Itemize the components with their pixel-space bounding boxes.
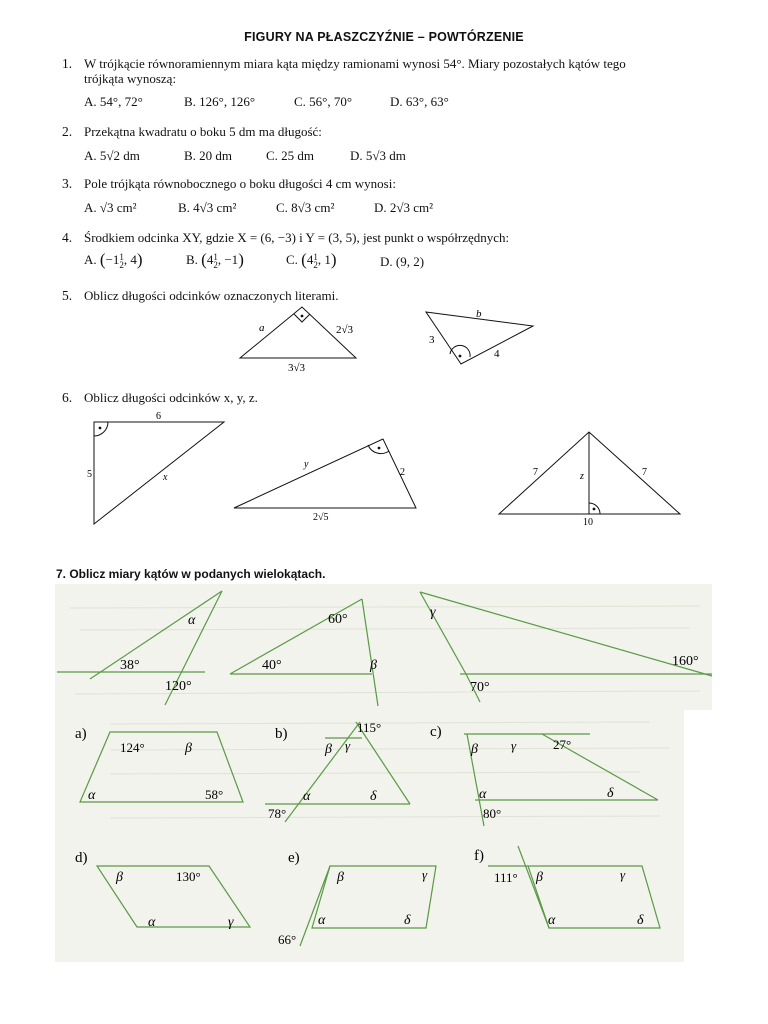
answer-value: −1 (105, 252, 120, 267)
question-number: 6. (62, 390, 73, 405)
angle-alpha: α (88, 788, 96, 803)
answer-c[interactable]: C. 8√3 cm² (276, 200, 335, 215)
answer-a[interactable]: A. √3 cm² (84, 200, 137, 215)
angle-alpha: α (148, 915, 156, 930)
angle-alpha: α (303, 789, 311, 804)
question-number: 5. (62, 288, 73, 303)
label-6: 6 (156, 411, 161, 422)
angle-124: 124° (120, 740, 145, 755)
angle-beta: β (185, 741, 192, 756)
question-number: 2. (62, 124, 73, 139)
angle-delta: δ (404, 913, 411, 928)
answer-d[interactable]: D. 5√3 dm (350, 148, 406, 163)
question-text: Oblicz długości odcinków x, y, z. (84, 390, 258, 405)
label-2: 2 (400, 467, 405, 478)
angle-beta: β (370, 658, 377, 673)
angle-80: 80° (483, 806, 502, 821)
label-4: 4 (494, 348, 500, 360)
label-f: f) (474, 848, 484, 864)
angle-beta: β (337, 870, 344, 885)
label-z: z (580, 471, 584, 482)
answer-c[interactable]: C. 56°, 70° (294, 94, 353, 109)
label-x: x (163, 472, 168, 483)
angle-78: 78° (268, 806, 287, 821)
angle-gamma: γ (228, 915, 234, 930)
q7-scan (0, 578, 768, 968)
answer-a[interactable]: A. 54°, 72° (84, 94, 143, 109)
angle-beta: β (536, 870, 543, 885)
label-5: 5 (87, 469, 92, 480)
angle-130: 130° (176, 869, 201, 884)
angle-115: 115° (357, 720, 382, 735)
q5-figures (0, 300, 768, 380)
q6-figures (0, 405, 768, 530)
angle-alpha: α (188, 613, 196, 628)
answer-b[interactable]: B. 4√3 cm² (178, 200, 237, 215)
question-number: 3. (62, 176, 73, 191)
angle-gamma: γ (345, 738, 351, 753)
question-text (84, 56, 724, 86)
answer-a[interactable]: A. 5√2 dm (84, 148, 140, 163)
question-number: 1. (62, 56, 73, 71)
label-3: 3 (429, 334, 435, 346)
label-y: y (304, 459, 309, 470)
angle-66: 66° (278, 932, 297, 947)
question-text-line: trójkąta wynoszą: (84, 71, 177, 86)
label-7-right: 7 (642, 467, 647, 478)
q6-triangle-2 (234, 439, 416, 508)
angle-gamma: γ (430, 605, 436, 620)
question-text-line: W trójkącie równoramiennym miara kąta między ramionami wynosi 54°. Miary pozostałych kątów tego (84, 56, 626, 71)
angle-111: 111° (494, 870, 518, 885)
answer-letter: C. (286, 252, 298, 267)
question-text: Oblicz długości odcinków oznaczonych literami. (84, 288, 339, 303)
label-b: b (476, 308, 482, 320)
answer-value: 4 (306, 252, 314, 267)
label-d: d) (75, 850, 88, 866)
fraction: 1 2 (313, 252, 318, 271)
angle-beta: β (471, 742, 478, 757)
angle-gamma: γ (620, 867, 626, 882)
angle-beta: β (325, 742, 332, 757)
label-e: e) (288, 850, 300, 866)
angle-58: 58° (205, 787, 224, 802)
angle-beta: β (116, 870, 123, 885)
page-title: FIGURY NA PŁASZCZYŹNIE – POWTÓRZENIE (244, 30, 524, 44)
label-10: 10 (583, 517, 593, 528)
question-text: Środkiem odcinka XY, gdzie X = (6, −3) i Y = (3, 5), jest punkt o współrzędnych: (84, 230, 510, 245)
angle-gamma: γ (422, 867, 428, 882)
angle-60: 60° (328, 612, 348, 627)
label-b: b) (275, 726, 288, 742)
question-text: Pole trójkąta równobocznego o boku długości 4 cm wynosi: (84, 176, 396, 191)
angle-alpha: α (479, 787, 487, 802)
q6-triangle-3 (499, 432, 680, 514)
answer-d[interactable]: D. 63°, 63° (390, 94, 449, 109)
question-text: Przekątna kwadratu o boku 5 dm ma długość: (84, 124, 322, 139)
fraction: 1 2 (213, 252, 218, 271)
angle-alpha: α (318, 913, 326, 928)
angle-alpha: α (548, 913, 556, 928)
question-number: 4. (62, 230, 73, 245)
answer-value: , 4 (123, 252, 137, 267)
answer-letter: A. (84, 252, 97, 267)
label-a: a (259, 322, 265, 334)
angle-70: 70° (470, 680, 490, 695)
answer-d[interactable]: D. (9, 2) (380, 254, 425, 269)
answer-b[interactable]: B. 20 dm (184, 148, 233, 163)
q6-triangle-1 (94, 422, 224, 524)
angle-40: 40° (262, 658, 282, 673)
fraction: 1 2 (119, 252, 124, 271)
answer-c[interactable]: C. (41 2, 1) (286, 250, 337, 271)
answer-c[interactable]: C. 25 dm (266, 148, 315, 163)
answer-value: , 1 (317, 252, 331, 267)
answer-letter: B. (186, 252, 198, 267)
question-7-title: 7. Oblicz miary kątów w podanych wielokątach. (56, 567, 326, 581)
angle-160: 160° (672, 654, 699, 669)
label-7-left: 7 (533, 467, 538, 478)
answer-b[interactable]: B. (41 2, −1) (186, 250, 244, 271)
answer-b[interactable]: B. 126°, 126° (184, 94, 256, 109)
label-2sqrt5: 2√5 (313, 512, 329, 523)
angle-27: 27° (553, 737, 572, 752)
label-c: c) (430, 724, 442, 740)
angle-120: 120° (165, 679, 192, 694)
angle-delta: δ (370, 789, 377, 804)
angle-delta: δ (637, 913, 644, 928)
answer-value: , −1 (217, 252, 239, 267)
angle-gamma: γ (511, 738, 517, 753)
label-side: 2√3 (336, 324, 354, 336)
label-base: 3√3 (288, 362, 306, 374)
answer-a[interactable]: A. (−11 2, 4) (84, 250, 143, 271)
label-a: a) (75, 726, 87, 742)
answer-d[interactable]: D. 2√3 cm² (374, 200, 434, 215)
angle-38: 38° (120, 658, 140, 673)
answer-value: 4 (206, 252, 214, 267)
angle-delta: δ (607, 786, 614, 801)
